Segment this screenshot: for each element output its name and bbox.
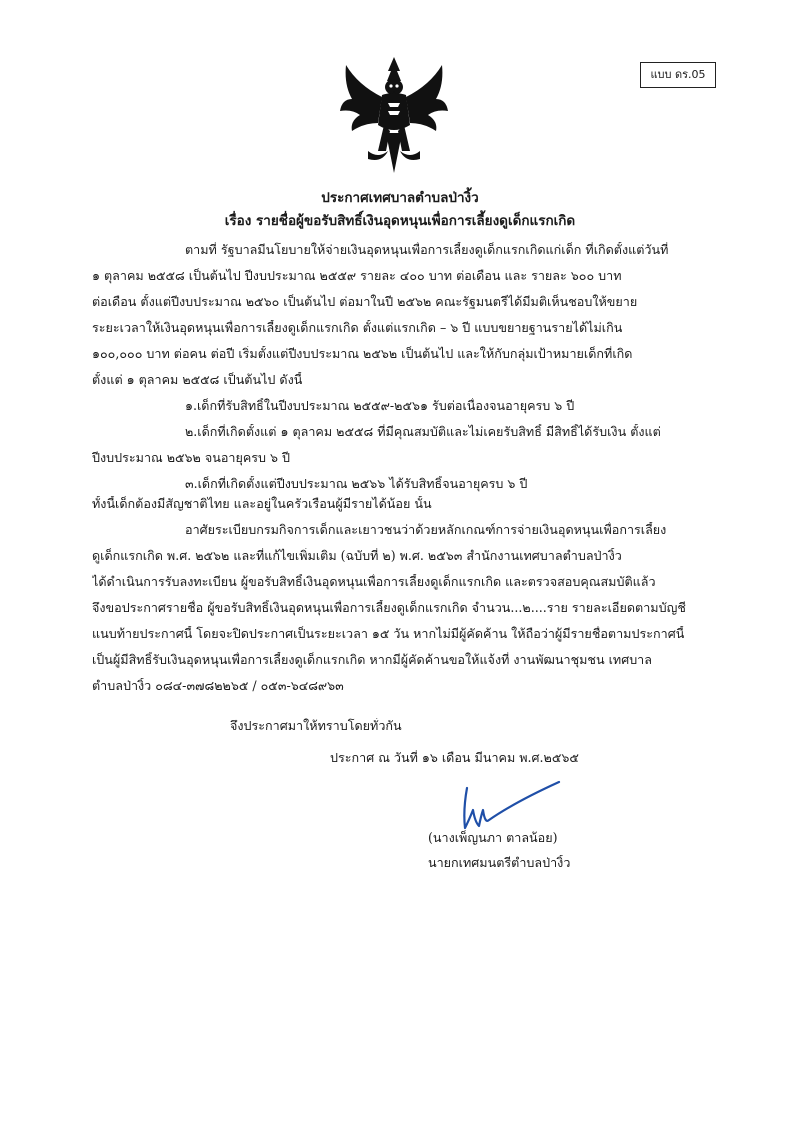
closing-line: จึงประกาศมาให้ทราบโดยทั่วกัน	[230, 718, 402, 733]
body-line: ดูเด็กแรกเกิด พ.ศ. ๒๕๖๒ และที่แก้ไขเพิ่มเติม (ฉบับที่ ๒) พ.ศ. ๒๕๖๓ สำนักงานเทศบาลตำบลป่างิ้ว	[92, 548, 622, 563]
body-line: ระยะเวลาให้เงินอุดหนุนเพื่อการเลี้ยงดูเด็กแรกเกิด ตั้งแต่แรกเกิด – ๖ ปี แบบขยายฐานรายได้ไม่เกิน	[92, 320, 623, 335]
body-line: ตามที่ รัฐบาลมีนโยบายให้จ่ายเงินอุดหนุนเพื่อการเลี้ยงดูเด็กแรกเกิดแก่เด็ก ที่เกิดตั้งแต่วันที่	[185, 242, 669, 257]
body-line: ได้ดำเนินการรับลงทะเบียน ผู้ขอรับสิทธิ์เงินอุดหนุนเพื่อการเลี้ยงดูเด็กแรกเกิด และตรวจสอบคุณสมบัติแล้ว	[92, 574, 656, 589]
body-line: ตำบลป่างิ้ว ๐๘๔-๓๗๘๒๒๖๕ / ๐๕๓-๖๔๘๙๖๓	[92, 678, 344, 693]
body-line: เป็นผู้มีสิทธิ์รับเงินอุดหนุนเพื่อการเลี้ยงดูเด็กแรกเกิด หากมีผู้คัดค้านขอให้แจ้งที่ งานพัฒนาชุมชน เทศบาล	[92, 652, 652, 667]
list-item-2-cont: ปีงบประมาณ ๒๕๖๒ จนอายุครบ ๖ ปี	[92, 450, 291, 465]
body-line: จึงขอประกาศรายชื่อ ผู้ขอรับสิทธิ์เงินอุดหนุนเพื่อการเลี้ยงดูเด็กแรกเกิด จำนวน...๒....ราย รายละเอียดตามบัญชี	[92, 600, 686, 615]
body-line: ตั้งแต่ ๑ ตุลาคม ๒๕๕๘ เป็นต้นไป ดังนี้	[92, 372, 303, 387]
form-code-box: แบบ ดร.05	[640, 62, 716, 88]
title-line-2: เรื่อง รายชื่อผู้ขอรับสิทธิ์เงินอุดหนุนเพื่อการเลี้ยงดูเด็กแรกเกิด	[224, 213, 576, 229]
list-item-2: ๒.เด็กที่เกิดตั้งแต่ ๑ ตุลาคม ๒๕๕๘ ที่มีคุณสมบัติและไม่เคยรับสิทธิ์ มีสิทธิ์ได้รับเงิน ตั้งแต่	[185, 424, 661, 439]
list-item-3: ๓.เด็กที่เกิดตั้งแต่ปีงบประมาณ ๒๕๖๖ ได้รับสิทธิ์จนอายุครบ ๖ ปี	[185, 476, 528, 491]
title-line-1: ประกาศเทศบาลตำบลป่างิ้ว	[321, 190, 479, 206]
signer-name: (นางเพ็ญนภา ตาลน้อย)	[428, 830, 558, 845]
body-line: ต่อเดือน ตั้งแต่ปีงบประมาณ ๒๕๖๐ เป็นต้นไป ต่อมาในปี ๒๕๖๒ คณะรัฐมนตรีได้มีมติเห็นชอบให้ขยาย	[92, 294, 638, 309]
body-line: แนบท้ายประกาศนี้ โดยจะปิดประกาศเป็นระยะเวลา ๑๕ วัน หากไม่มีผู้คัดค้าน ให้ถือว่าผู้มีรายชื่อตามประกาศนี้	[92, 626, 685, 641]
signer-position: นายกเทศมนตรีตำบลป่างิ้ว	[428, 855, 571, 870]
body-line: ๑๐๐,๐๐๐ บาท ต่อคน ต่อปี เริ่มตั้งแต่ปีงบประมาณ ๒๕๖๒ เป็นต้นไป และให้กับกลุ่มเป้าหมายเด็กที่เกิด	[92, 346, 633, 361]
body-line: อาศัยระเบียบกรมกิจการเด็กและเยาวชนว่าด้วยหลักเกณฑ์การจ่ายเงินอุดหนุนเพื่อการเลี้ยง	[185, 522, 667, 537]
list-item-1: ๑.เด็กที่รับสิทธิ์ในปีงบประมาณ ๒๕๕๙-๒๕๖๑ รับต่อเนื่องจนอายุครบ ๖ ปี	[185, 398, 575, 413]
body-line: ทั้งนี้เด็กต้องมีสัญชาติไทย และอยู่ในครัวเรือนผู้มีรายได้น้อย นั้น	[92, 496, 432, 511]
garuda-emblem-icon	[338, 55, 450, 175]
body-line: ๑ ตุลาคม ๒๕๕๘ เป็นต้นไป ปีงบประมาณ ๒๕๕๙ รายละ ๔๐๐ บาท ต่อเดือน และ รายละ ๖๐๐ บาท	[92, 268, 622, 283]
date-line: ประกาศ ณ วันที่ ๑๖ เดือน มีนาคม พ.ศ.๒๕๖๕	[330, 750, 579, 765]
